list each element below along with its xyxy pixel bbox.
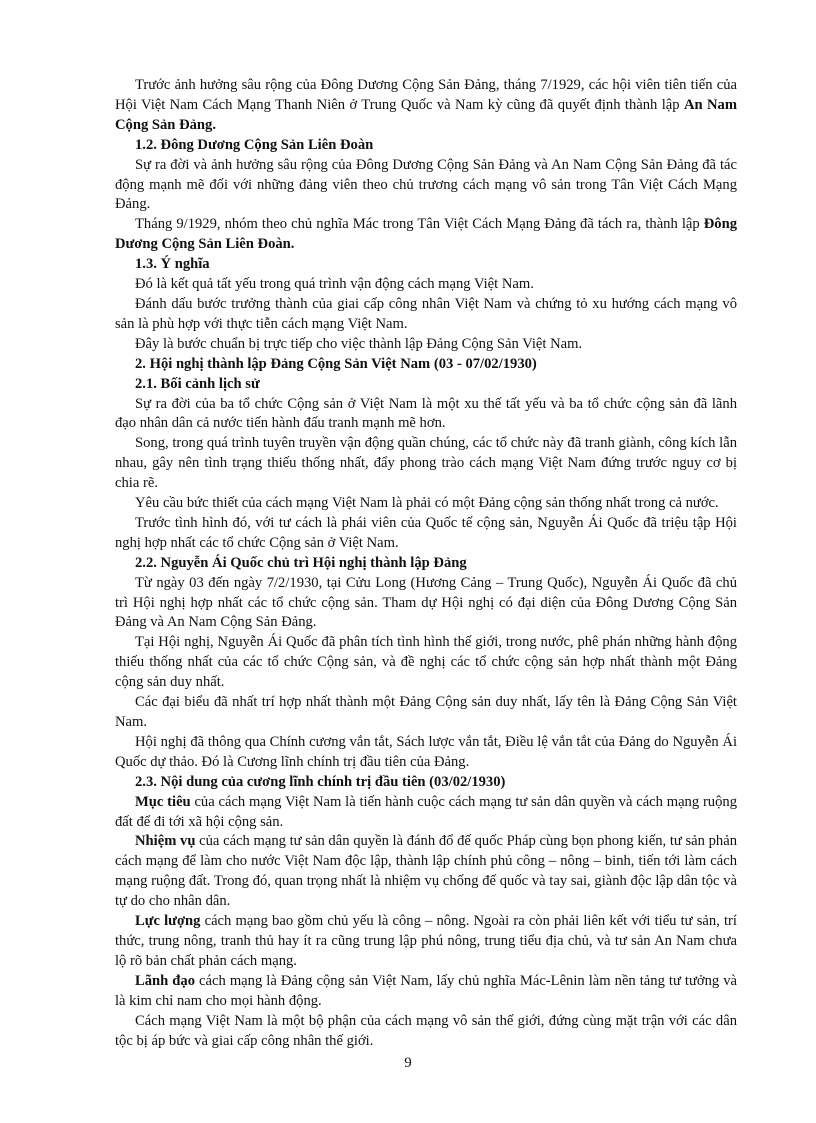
- bold-text: Mục tiêu: [135, 793, 191, 810]
- paragraph: [115, 832, 737, 912]
- document-body: [115, 76, 737, 1051]
- section-heading: [115, 375, 737, 395]
- page-number: 9: [404, 1055, 412, 1071]
- bold-text: Lực lượng: [135, 913, 201, 930]
- text-run: Song, trong quá trình tuyên truyền vận động quần chúng, các tổ chức này đã tranh giành, công kích lẫn nhau, gây nên tình trạng thiếu thống nhất, đẩy phong trào cách mạng Việt Nam đứng trước nguy cơ bị chia rẽ.: [115, 435, 737, 492]
- section-heading: [115, 554, 737, 574]
- text-run: Đây là bước chuẩn bị trực tiếp cho việc thành lập Đảng Cộng Sản Việt Nam.: [135, 335, 583, 352]
- paragraph: [115, 633, 737, 693]
- text-run: Hội nghị đã thông qua Chính cương vắn tắt, Sách lược vắn tắt, Điều lệ vắn tắt của Đảng do Nguyễn Ái Quốc dự thảo. Đó là Cương lĩnh chính trị đầu tiên của Đảng.: [115, 733, 737, 770]
- text-run: Tại Hội nghị, Nguyễn Ái Quốc đã phân tích tình hình thế giới, trong nước, phê phán những hành động thiếu thống nhất của các tổ chức Cộng sản, và đề nghị các tổ chức cộng sản hợp nhất thành một Đảng cộng sản duy nhất.: [115, 634, 737, 691]
- paragraph: [115, 434, 737, 494]
- paragraph: [115, 76, 737, 136]
- paragraph: [115, 514, 737, 554]
- text-run: của cách mạng Việt Nam là tiến hành cuộc cách mạng tư sản dân quyền và cách mạng ruộng đất để đi tới xã hội cộng sản.: [115, 793, 737, 830]
- section-heading: [115, 773, 737, 793]
- paragraph: [115, 395, 737, 435]
- bold-text: Lãnh đạo: [135, 972, 196, 989]
- text-run: Đánh dấu bước trưởng thành của giai cấp công nhân Việt Nam và chứng tỏ xu hướng cách mạng vô sản là phù hợp với thực tiễn cách mạng Việt Nam.: [115, 295, 737, 332]
- text-run: cách mạng là Đảng cộng sản Việt Nam, lấy chủ nghĩa Mác-Lênin làm nền tảng tư tưởng và là kim chỉ nam cho mọi hành động.: [115, 972, 737, 1009]
- paragraph: [115, 574, 737, 634]
- text-run: Sự ra đời và ảnh hưởng sâu rộng của Đông Dương Cộng Sản Đảng và An Nam Cộng Sản Đảng đã tác động mạnh mẽ đối với những đảng viên theo chủ trương cách mạng vô sản trong Tân Việt Cách Mạng Đảng.: [115, 156, 737, 213]
- paragraph: [115, 693, 737, 733]
- paragraph: [115, 972, 737, 1012]
- paragraph: [115, 912, 737, 972]
- text-run: 2.1. Bối cảnh lịch sử: [135, 375, 260, 392]
- text-run: 1.3. Ý nghĩa: [135, 256, 210, 273]
- bold-text: Đông Dương Cộng Sản Liên Đoàn.: [115, 216, 737, 253]
- section-heading: [115, 136, 737, 156]
- paragraph: [115, 156, 737, 216]
- section-heading: [115, 255, 737, 275]
- bold-text: Nhiệm vụ: [135, 833, 196, 850]
- text-run: 2.3. Nội dung của cương lĩnh chính trị đầu tiên (03/02/1930): [135, 773, 506, 790]
- paragraph: [115, 335, 737, 355]
- text-run: Các đại biểu đã nhất trí hợp nhất thành một Đảng Cộng sản duy nhất, lấy tên là Đảng Cộng Sản Việt Nam.: [115, 694, 737, 730]
- text-run: Trước tình hình đó, với tư cách là phái viên của Quốc tế cộng sản, Nguyễn Ái Quốc đã triệu tập Hội nghị hợp nhất các tổ chức Cộng sản ở Việt Nam.: [115, 514, 737, 551]
- paragraph: [115, 215, 737, 255]
- text-run: Đó là kết quả tất yếu trong quá trình vận động cách mạng Việt Nam.: [135, 276, 534, 293]
- text-run: Cách mạng Việt Nam là một bộ phận của cách mạng vô sản thế giới, đứng cùng mặt trận với các dân tộc bị áp bức và giai cấp công nhân thế giới.: [115, 1012, 737, 1049]
- paragraph: [115, 733, 737, 773]
- text-run: cách mạng bao gồm chủ yếu là công – nông. Ngoài ra còn phải liên kết với tiểu tư sản, trí thức, trung nông, tranh thủ hay ít ra cũng trung lập phú nông, trung tiểu địa chủ, và tư sản An Nam chưa lộ rõ bản chất phản cách mạng.: [115, 913, 737, 969]
- text-run: Trước ảnh hưởng sâu rộng của Đông Dương Cộng Sản Đảng, tháng 7/1929, các hội viên tiên tiến của Hội Việt Nam Cách Mạng Thanh Niên ở Trung Quốc và Nam kỳ cũng đã quyết định thành lập: [115, 77, 737, 113]
- paragraph: [115, 295, 737, 335]
- paragraph: [115, 494, 737, 514]
- text-run: của cách mạng tư sản dân quyền là đánh đổ đế quốc Pháp cùng bọn phong kiến, tư sản phản cách mạng để làm cho nước Việt Nam độc lập, thành lập chính phủ công – nông – binh, tiến tới làm cách mạng ruộng đất. Trong đó, quan trọng nhất là nhiệm vụ chống đế quốc và tay sai, giành độc lập dân tộc và tự do cho nhân dân.: [115, 833, 737, 910]
- text-run: Sự ra đời của ba tổ chức Cộng sản ở Việt Nam là một xu thế tất yếu và ba tổ chức cộng sản đã lãnh đạo nhân dân cả nước tiến hành đấu tranh mạnh mẽ hơn.: [115, 395, 737, 432]
- text-run: Từ ngày 03 đến ngày 7/2/1930, tại Cửu Long (Hương Cảng – Trung Quốc), Nguyễn Ái Quốc đã chủ trì Hội nghị hợp nhất các tổ chức cộng sản. Tham dự Hội nghị có đại diện của Đông Dương Cộng Sản Đảng và An Nam Cộng Sản Đảng.: [115, 574, 737, 631]
- text-run: 1.2. Đông Dương Cộng Sản Liên Đoàn: [135, 136, 374, 153]
- paragraph: [115, 275, 737, 295]
- text-run: 2.2. Nguyễn Ái Quốc chủ trì Hội nghị thành lập Đảng: [135, 554, 467, 571]
- section-heading: [115, 355, 737, 375]
- text-run: Yêu cầu bức thiết của cách mạng Việt Nam là phải có một Đảng cộng sản thống nhất trong cả nước.: [135, 495, 719, 512]
- text-run: Tháng 9/1929, nhóm theo chủ nghĩa Mác trong Tân Việt Cách Mạng Đảng đã tách ra, thành lập: [135, 216, 704, 233]
- bold-text: An Nam Cộng Sản Đảng.: [115, 96, 737, 133]
- paragraph: [115, 1012, 737, 1052]
- text-run: 2. Hội nghị thành lập Đảng Cộng Sản Việt Nam (03 - 07/02/1930): [135, 355, 537, 372]
- paragraph: [115, 793, 737, 833]
